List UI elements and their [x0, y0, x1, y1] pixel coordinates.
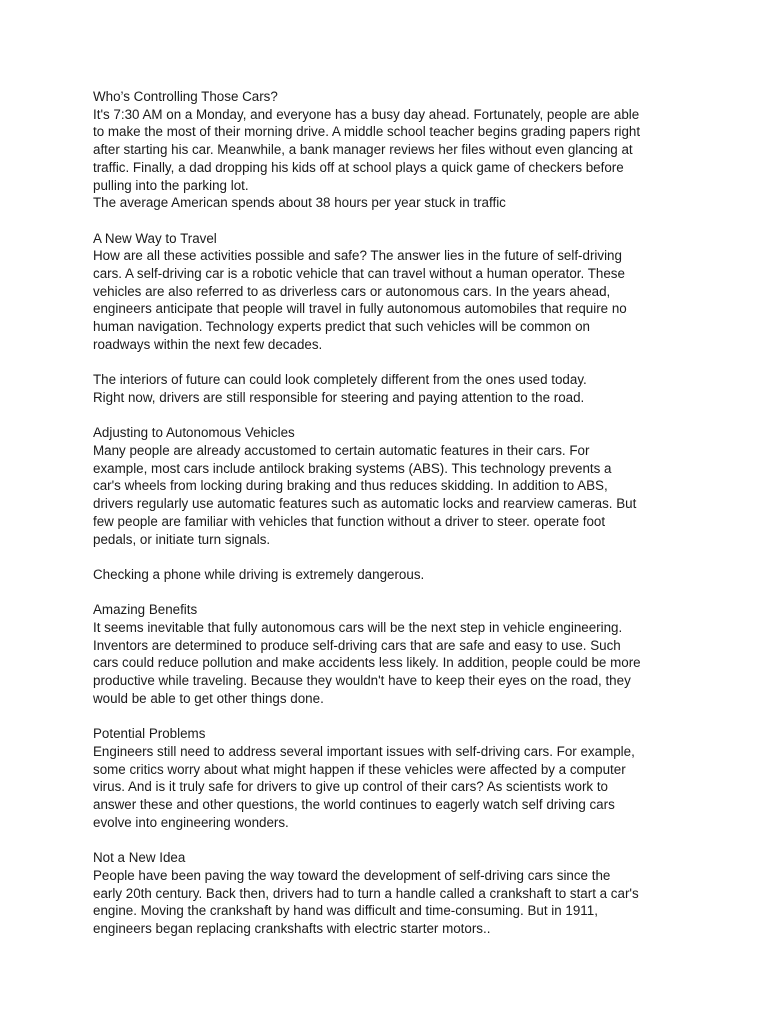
text-line: It's 7:30 AM on a Monday, and everyone has a busy day ahead. Fortunately, people are able — [93, 106, 640, 122]
problems-paragraph — [93, 743, 733, 832]
heading-new-way — [93, 230, 733, 248]
paragraph-gap — [93, 548, 733, 566]
text-line: after starting his car. Meanwhile, a bank manager reviews her files without even glancing at — [93, 142, 633, 158]
text-line: The interiors of future can could look completely different from the ones used today. — [93, 372, 587, 388]
paragraph-gap — [93, 584, 733, 602]
text-line: Potential Problems — [93, 726, 206, 742]
heading-problems — [93, 725, 733, 743]
paragraph-gap — [93, 354, 733, 372]
text-line: to make the most of their morning drive. A middle school teacher begins grading papers right — [93, 124, 641, 140]
text-line: The average American spends about 38 hours per year stuck in traffic — [93, 195, 506, 211]
text-line: some critics worry about what might happen if these vehicles were affected by a computer — [93, 761, 626, 777]
intro-paragraph — [93, 106, 733, 195]
text-line: pedals, or initiate turn signals. — [93, 531, 271, 547]
text-line: Not a New Idea — [93, 850, 186, 866]
text-line: cars could reduce pollution and make accidents less likely. In addition, people could be more — [93, 655, 641, 671]
text-line: example, most cars include antilock braking systems (ABS). This technology prevents a — [93, 460, 612, 476]
text-line: few people are familiar with vehicles that function without a driver to steer. operate foot — [93, 513, 606, 529]
heading-adjusting — [93, 424, 733, 442]
text-line: evolve into engineering wonders. — [93, 814, 289, 830]
text-line: People have been paving the way toward the development of self-driving cars since the — [93, 867, 611, 883]
text-line: engine. Moving the crankshaft by hand was difficult and time-consuming. But in 1911, — [93, 903, 598, 919]
adjusting-paragraph — [93, 442, 733, 548]
text-line: pulling into the parking lot. — [93, 177, 249, 193]
text-line: would be able to get other things done. — [93, 690, 324, 706]
heading-benefits — [93, 601, 733, 619]
text-line: answer these and other questions, the world continues to eagerly watch self driving cars — [93, 797, 615, 813]
heading-not-new — [93, 849, 733, 867]
text-line: Amazing Benefits — [93, 602, 198, 618]
not-new-paragraph — [93, 867, 733, 938]
text-line: car's wheels from locking during braking and thus reduces skidding. In addition to ABS, — [93, 478, 608, 494]
text-line: cars. A self-driving car is a robotic vehicle that can travel without a human operator. These — [93, 266, 625, 282]
text-line: Checking a phone while driving is extremely dangerous. — [93, 566, 425, 582]
text-line: traffic. Finally, a dad dropping his kids off at school plays a quick game of checkers before — [93, 159, 624, 175]
interiors-paragraph — [93, 371, 733, 406]
title — [93, 88, 733, 106]
text-line: engineers anticipate that people will travel in fully autonomous automobiles that require no — [93, 301, 627, 317]
text-line: Engineers still need to address several important issues with self-driving cars. For example, — [93, 743, 635, 759]
text-line: human navigation. Technology experts predict that such vehicles will be common on — [93, 319, 590, 335]
paragraph-gap — [93, 831, 733, 849]
text-line: It seems inevitable that fully autonomous cars will be the next step in vehicle engineering. — [93, 620, 623, 636]
phone-warning — [93, 566, 733, 584]
paragraph-gap — [93, 407, 733, 425]
paragraph-gap — [93, 212, 733, 230]
text-line: engineers began replacing crankshafts with electric starter motors.. — [93, 920, 491, 936]
text-line: productive while traveling. Because they wouldn't have to keep their eyes on the road, they — [93, 673, 631, 689]
text-line: Right now, drivers are still responsible for steering and paying attention to the road. — [93, 389, 585, 405]
text-line: drivers regularly use automatic features such as automatic locks and rearview cameras. But — [93, 496, 637, 512]
text-line: Inventors are determined to produce self-driving cars that are safe and easy to use. Such — [93, 637, 621, 653]
text-line: A New Way to Travel — [93, 230, 217, 246]
benefits-paragraph — [93, 619, 733, 708]
traffic-fact — [93, 194, 733, 212]
paragraph-gap — [93, 708, 733, 726]
text-line: early 20th century. Back then, drivers had to turn a handle called a crankshaft to start a car's — [93, 885, 639, 901]
text-line: virus. And is it truly safe for drivers to give up control of their cars? As scientists work to — [93, 779, 608, 795]
text-line: roadways within the next few decades. — [93, 336, 323, 352]
text-line: How are all these activities possible and safe? The answer lies in the future of self-driving — [93, 248, 622, 264]
new-way-paragraph — [93, 247, 733, 353]
text-line: vehicles are also referred to as driverless cars or autonomous cars. In the years ahead, — [93, 283, 611, 299]
text-line: Many people are already accustomed to certain automatic features in their cars. For — [93, 443, 590, 459]
document-page — [93, 88, 733, 938]
text-line: Who’s Controlling Those Cars? — [93, 89, 278, 104]
text-line: Adjusting to Autonomous Vehicles — [93, 425, 295, 441]
